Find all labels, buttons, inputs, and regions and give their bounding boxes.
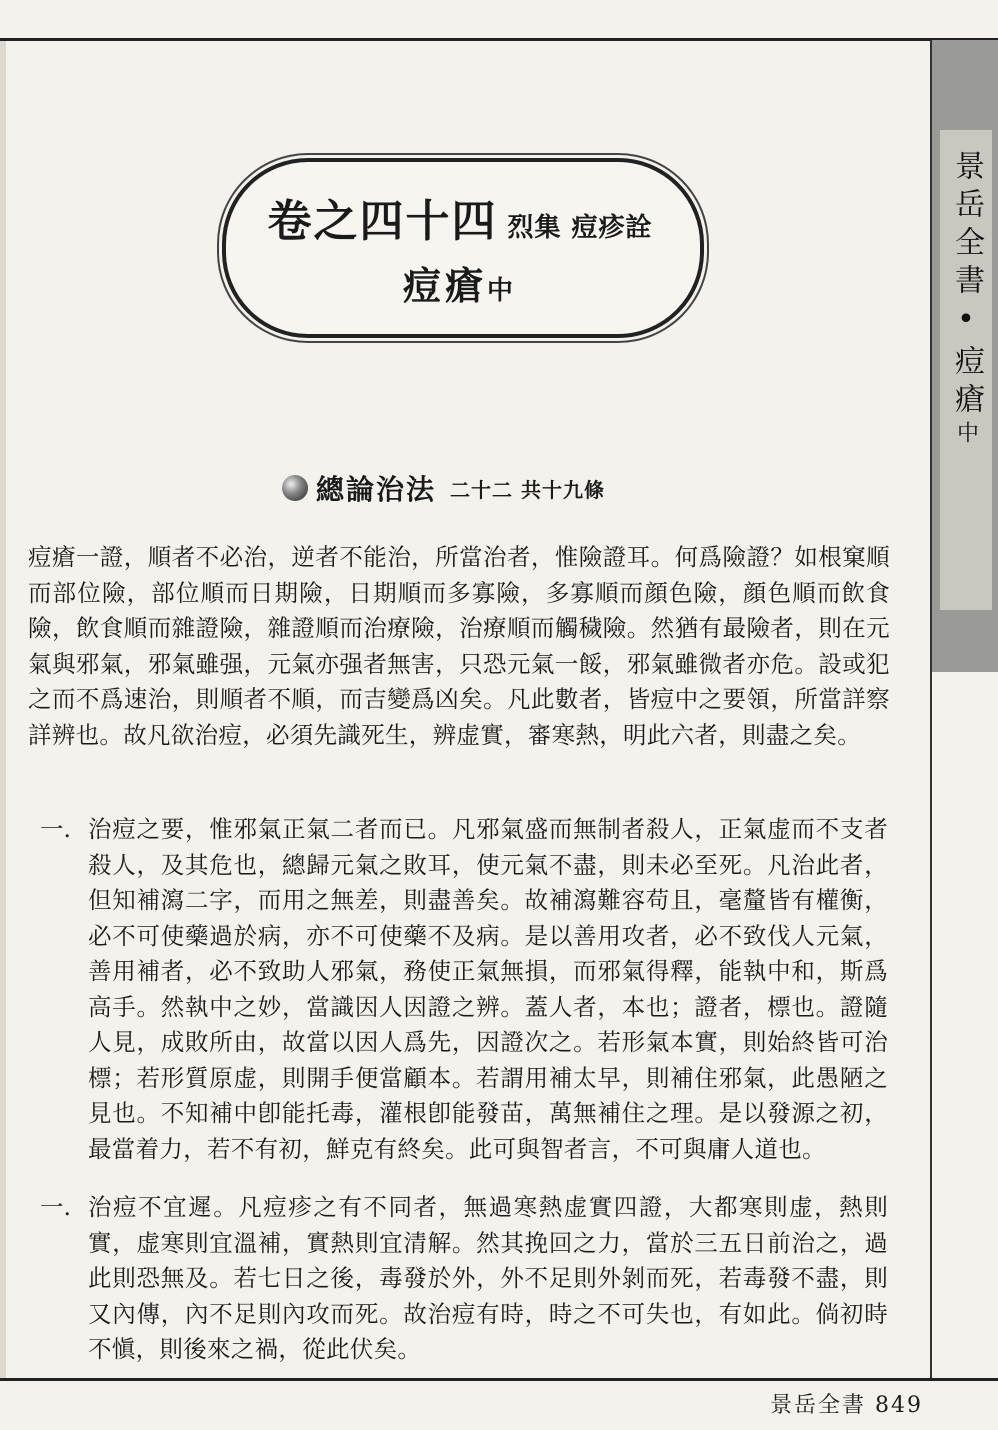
side-tab-part: 中 xyxy=(953,421,979,451)
item-1-text: 治痘之要，惟邪氣正氣二者而已。凡邪氣盛而無制者殺人，正氣虚而不支者殺人，及其危也，總歸元氣之敗耳，使元氣不盡，則未必至死。凡治此者，但知補瀉二字，而用之無差，則盡善矣。故補瀉難容苟且，毫釐皆有權衡，必不可使藥過於病，亦不可使藥不及病。是以善用攻者，必不致伐人元氣，善用補者，必不致助人邪氣，務使正氣無損，而邪氣得釋，能執中和，斯爲高手。然執中之妙，當識因人因證之辨。蓋人者，本也；證者，標也。證隨人見，成敗所由，故當以因人爲先，因證次之。若形氣本實，則始終皆可治標；若形質原虚，則開手便當顧本。若謂用補太早，則補住邪氣，此愚陋之見也。不知補中卽能托毒，灌根卽能發苗，萬無補住之理。是以發源之初，最當着力，若不有初，鮮克有終矣。此可與智者言，不可與庸人道也。 xyxy=(88,815,888,1163)
item-1-mark: 一. xyxy=(40,815,71,843)
footer-book: 景岳全書 xyxy=(770,1393,867,1418)
side-tab xyxy=(930,40,998,672)
bullet-ball-icon xyxy=(282,475,308,501)
side-tab-inner xyxy=(940,130,992,610)
side-tab-topic: 痘瘡 xyxy=(949,345,984,421)
chapter-title: 卷之四十四 xyxy=(267,196,498,247)
page-footer xyxy=(770,1388,923,1419)
chapter-title-line xyxy=(240,185,680,249)
heading-sub: 二十二 共十九條 xyxy=(450,477,605,502)
side-tab-dot: • xyxy=(948,302,984,345)
side-divider xyxy=(930,672,932,1378)
bottom-rule xyxy=(0,1378,998,1381)
collection-title: 烈集 痘疹詮 xyxy=(507,213,653,243)
side-tab-text xyxy=(940,150,992,451)
section-subtitle: 中 xyxy=(487,276,518,306)
page-gutter xyxy=(0,40,6,1380)
top-rule xyxy=(0,38,998,41)
item-2-text: 治痘不宜遲。凡痘疹之有不同者，無過寒熱虚實四證，大都寒則虚，熱則實，虚寒則宜溫補，實熱則宜清解。然其挽回之力，當於三五日前治之，過此則恐無及。若七日之後，毒發於外，外不足則外剝而死，若毒發不盡，則又內傳，內不足則內攻而死。故治痘有時，時之不可失也，有如此。倘初時不愼，則後來之禍，從此伏矣。 xyxy=(88,1193,888,1363)
footer-page-number: 849 xyxy=(875,1393,924,1418)
side-tab-book: 景岳全書 xyxy=(949,150,984,302)
heading-main: 總論治法 xyxy=(316,473,437,506)
item-2-mark: 一. xyxy=(40,1193,71,1221)
intro-paragraph: 痘瘡一證，順者不必治，逆者不能治，所當治者，惟險證耳。何爲險證？如根窠順而部位險，部位順而日期險，日期順而多寡險，多寡順而顔色險，顔色順而飲食險，飲食順而雜證險，雜證順而治療險，治療順而觸穢險。然猶有最險者，則在元氣與邪氣，邪氣雖强，元氣亦强者無害，只恐元氣一餒，邪氣雖微者亦危。設或犯之而不爲速治，則順者不順，而吉變爲凶矣。凡此數者，皆痘中之要領，所當詳察詳辨也。故凡欲治痘，必須先識死生，辨虚實，審寒熱，明此六者，則盡之矣。 xyxy=(28,543,890,749)
section-heading xyxy=(282,470,702,506)
section-title-line xyxy=(240,255,680,310)
section-title: 痘瘡 xyxy=(402,263,487,308)
